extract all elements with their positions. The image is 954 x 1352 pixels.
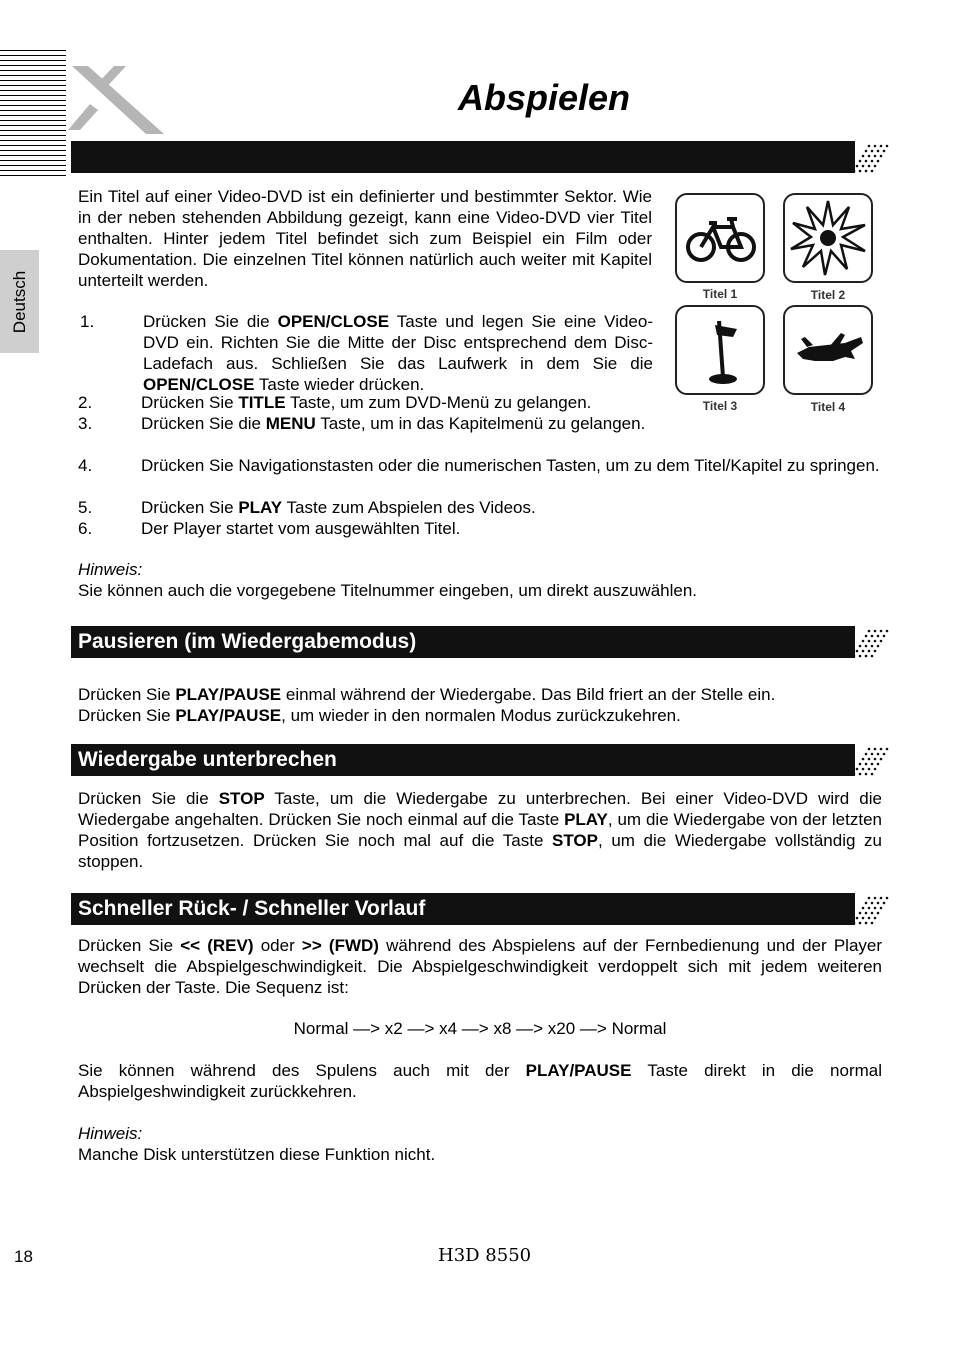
bicycle-icon — [677, 195, 763, 281]
language-tab-label: Deutsch — [9, 270, 29, 333]
title-2-box — [783, 193, 873, 283]
step-5 — [78, 497, 882, 518]
fast-paragraph: Drücken Sie << (REV) oder >> (FWD) während des Abspielens auf der Fernbedienung und der Player wechselt die Abspielgeschwindigkeit. Die Abspielgeschwindigkeit verdoppelt sich mit jedem weiteren Drücken der Taste. Die Sequenz ist: — [78, 936, 883, 997]
step-text: Drücken Sie die MENU Taste, um in das Kapitelmenü zu gelangen. — [141, 414, 646, 433]
note-label: Hinweis: — [78, 1124, 143, 1143]
title-4-label: Titel 4 — [810, 400, 846, 414]
pause-line-2: Drücken Sie PLAY/PAUSE, um wieder in den normalen Modus zurückzukehren. — [78, 706, 681, 725]
language-tab — [0, 250, 39, 353]
step-text: Drücken Sie TITLE Taste, um zum DVD-Menü zu gelangen. — [141, 393, 592, 412]
stop-paragraph: Drücken Sie die STOP Taste, um die Wiedergabe zu unterbrechen. Bei einer Video-DVD wird die Wiedergabe angehalten. Drücken Sie noch einmal auf die Taste PLAY, um die Wiedergabe von der letzten Position fortzusetzen. Drücken Sie noch mal auf die Taste STOP, um die Wiedergabe vollständig zu stoppen. — [78, 789, 882, 871]
step-number: 3. — [78, 414, 93, 433]
fast-paragraph-2: Sie können während des Spulens auch mit der PLAY/PAUSE Taste direkt in die normal Abspielgeshwindigkeit zurückkehren. — [78, 1061, 882, 1101]
step-text: Drücken Sie Navigationstasten oder die numerischen Tasten, um zu dem Titel/Kapitel zu springen. — [141, 456, 880, 475]
title-2-label: Titel 2 — [810, 288, 846, 302]
step-number: 6. — [78, 519, 93, 538]
step-number: 2. — [78, 393, 93, 412]
brand-logo — [68, 64, 168, 136]
note-text: Manche Disk unterstützen diese Funktion nicht. — [78, 1145, 436, 1164]
step-1 — [78, 311, 882, 395]
note-label: Hinweis: — [78, 560, 143, 579]
intro-paragraph: Ein Titel auf einer Video-DVD ist ein definierter und bestimmter Sektor. Wie in der neben stehenden Abbildung gezeigt, kann eine Video-DVD vier Titel enthalten. Hinter jedem Titel befindet sich zum Beispiel ein Film oder Dokumentation. Die einzelnen Titel können natürlich auch weiter mit Kapitel unterteilt werden. — [78, 187, 652, 290]
step-number: 5. — [78, 498, 93, 517]
section-heading-stop: Wiedergabe unterbrechen — [71, 744, 855, 776]
step-3 — [78, 413, 882, 455]
bar-dot-pattern — [852, 141, 890, 173]
model-name: H3D 8550 — [438, 1245, 532, 1266]
bar-dot-pattern — [852, 893, 890, 925]
step-6 — [78, 518, 882, 539]
step-number: 4. — [78, 456, 93, 475]
step-number: 1. — [80, 312, 95, 331]
title-1-label: Titel 1 — [702, 287, 738, 301]
step-text: Der Player startet vom ausgewählten Titel. — [141, 519, 461, 538]
page-title: Abspielen — [458, 77, 631, 118]
bar-dot-pattern — [852, 744, 890, 776]
step-text: Drücken Sie PLAY Taste zum Abspielen des Videos. — [141, 498, 536, 517]
title-1-box — [675, 193, 765, 283]
pause-line-1: Drücken Sie PLAY/PAUSE einmal während der Wiedergabe. Das Bild friert an der Stelle ein. — [78, 685, 776, 704]
title-bar — [71, 141, 855, 173]
speed-sequence: Normal —> x2 —> x4 —> x8 —> x20 —> Normal — [293, 1019, 667, 1038]
step-4 — [78, 455, 882, 497]
explosion-icon — [785, 195, 871, 281]
bar-dot-pattern — [852, 626, 890, 658]
page-number: 18 — [14, 1247, 33, 1266]
header-stripes — [0, 50, 66, 180]
title-3-label: Titel 3 — [702, 399, 738, 413]
step-2 — [78, 392, 882, 413]
section-heading-fast: Schneller Rück- / Schneller Vorlauf — [71, 893, 855, 925]
section-heading-pause: Pausieren (im Wiedergabemodus) — [71, 626, 855, 658]
note-text: Sie können auch die vorgegebene Titelnummer eingeben, um direkt auszuwählen. — [78, 581, 698, 600]
step-text: Drücken Sie die OPEN/CLOSE Taste und legen Sie eine Video-DVD ein. Richten Sie die Mitte der Disc entsprechend dem Disc-Ladefach aus. Schließen Sie das Laufwerk in dem Sie die OPEN/CLOSE Taste wieder drücken. — [143, 312, 653, 394]
